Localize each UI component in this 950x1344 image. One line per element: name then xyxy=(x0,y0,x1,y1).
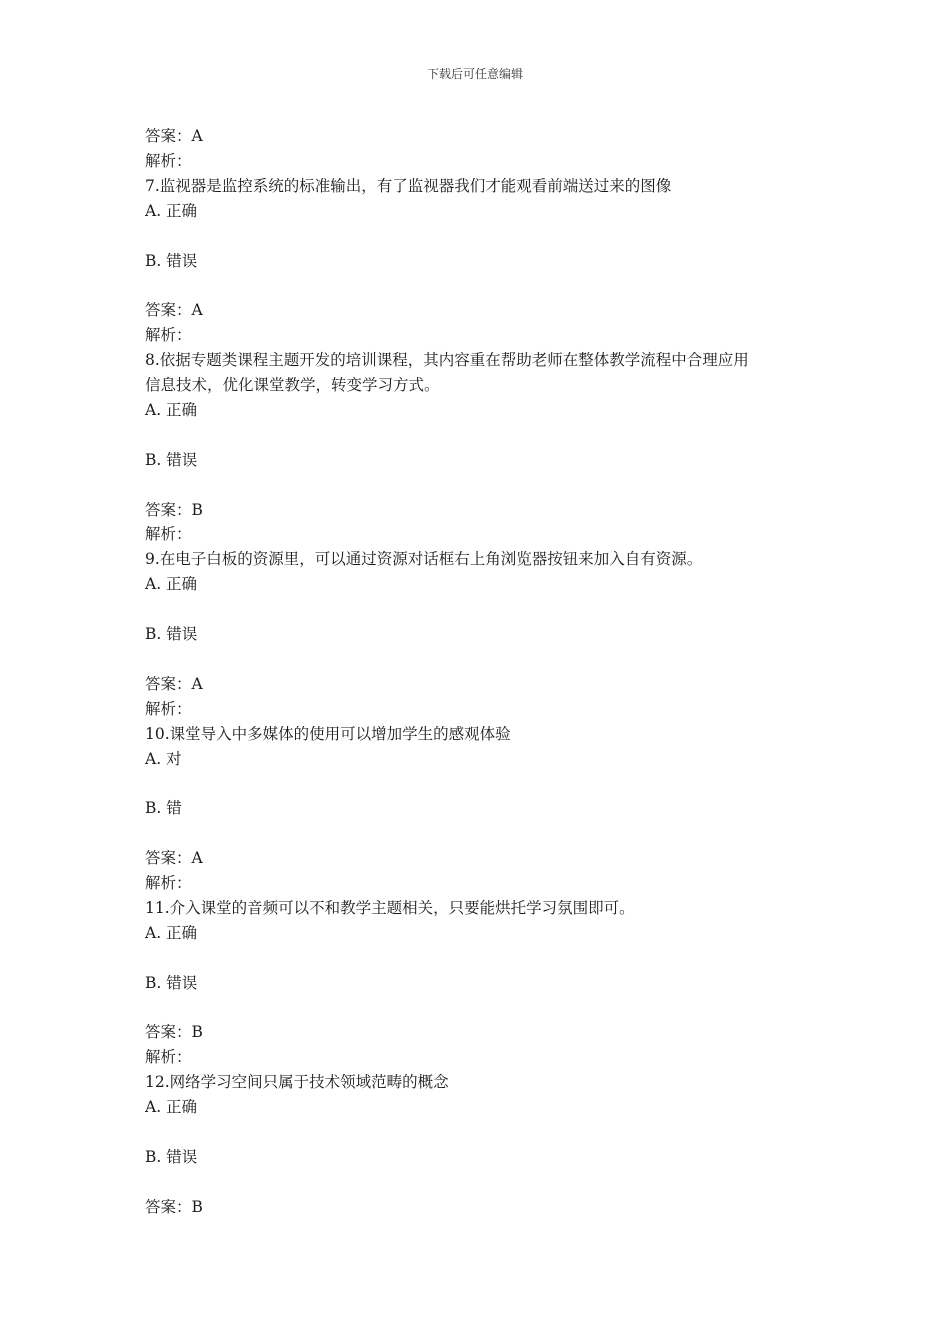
document-body xyxy=(145,124,825,1220)
analysis-line: 解析： xyxy=(145,1048,192,1067)
option-b: B. 错误 xyxy=(145,450,198,469)
spacer xyxy=(145,821,825,846)
option-a: A. 正确 xyxy=(145,1098,198,1117)
answer-line: 答案：A xyxy=(145,127,203,145)
spacer xyxy=(145,1170,825,1195)
spacer xyxy=(145,771,825,796)
page-header: 下载后可任意编辑 xyxy=(426,67,523,81)
option-b: B. 错误 xyxy=(145,973,198,992)
option-a: A. 对 xyxy=(145,749,182,768)
spacer xyxy=(145,473,825,498)
question-text: 9.在电子白板的资源里，可以通过资源对话框右上角浏览器按钮来加入自有资源。 xyxy=(145,550,703,569)
analysis-line: 解析： xyxy=(145,874,192,893)
answer-line: 答案：A xyxy=(145,301,203,320)
answer-line: 答案：A xyxy=(145,849,203,868)
question-text: 8.依据专题类课程主题开发的培训课程，其内容重在帮助老师在整体教学流程中合理应用 xyxy=(145,351,749,370)
option-a: A. 正确 xyxy=(145,923,198,942)
analysis-line: 解析： xyxy=(145,699,192,718)
spacer xyxy=(145,273,825,298)
option-b: B. 错 xyxy=(145,799,182,818)
spacer xyxy=(145,996,825,1021)
answer-line: 答案：B xyxy=(145,1197,203,1216)
question-text-continued: 信息技术，优化课堂教学，转变学习方式。 xyxy=(145,376,440,395)
option-b: B. 错误 xyxy=(145,251,198,270)
spacer xyxy=(145,1120,825,1145)
question-text: 12.网络学习空间只属于技术领域范畴的概念 xyxy=(145,1073,449,1092)
spacer xyxy=(145,224,825,249)
option-a: A. 正确 xyxy=(145,201,198,220)
spacer xyxy=(145,423,825,448)
answer-line: 答案：A xyxy=(145,674,203,693)
analysis-line: 解析： xyxy=(145,151,192,170)
question-text: 11.介入课堂的音频可以不和教学主题相关，只要能烘托学习氛围即可。 xyxy=(145,898,635,917)
option-a: A. 正确 xyxy=(145,575,198,594)
spacer xyxy=(145,597,825,622)
analysis-line: 解析： xyxy=(145,326,192,345)
option-a: A. 正确 xyxy=(145,400,198,419)
analysis-line: 解析： xyxy=(145,525,192,544)
question-text: 7.监视器是监控系统的标准输出，有了监视器我们才能观看前端送过来的图像 xyxy=(145,176,672,195)
answer-line: 答案：B xyxy=(145,500,203,519)
answer-line: 答案：B xyxy=(145,1023,203,1042)
option-b: B. 错误 xyxy=(145,1147,198,1166)
question-text: 10.课堂导入中多媒体的使用可以增加学生的感观体验 xyxy=(145,724,511,743)
spacer xyxy=(145,946,825,971)
spacer xyxy=(145,647,825,672)
option-b: B. 错误 xyxy=(145,625,198,644)
